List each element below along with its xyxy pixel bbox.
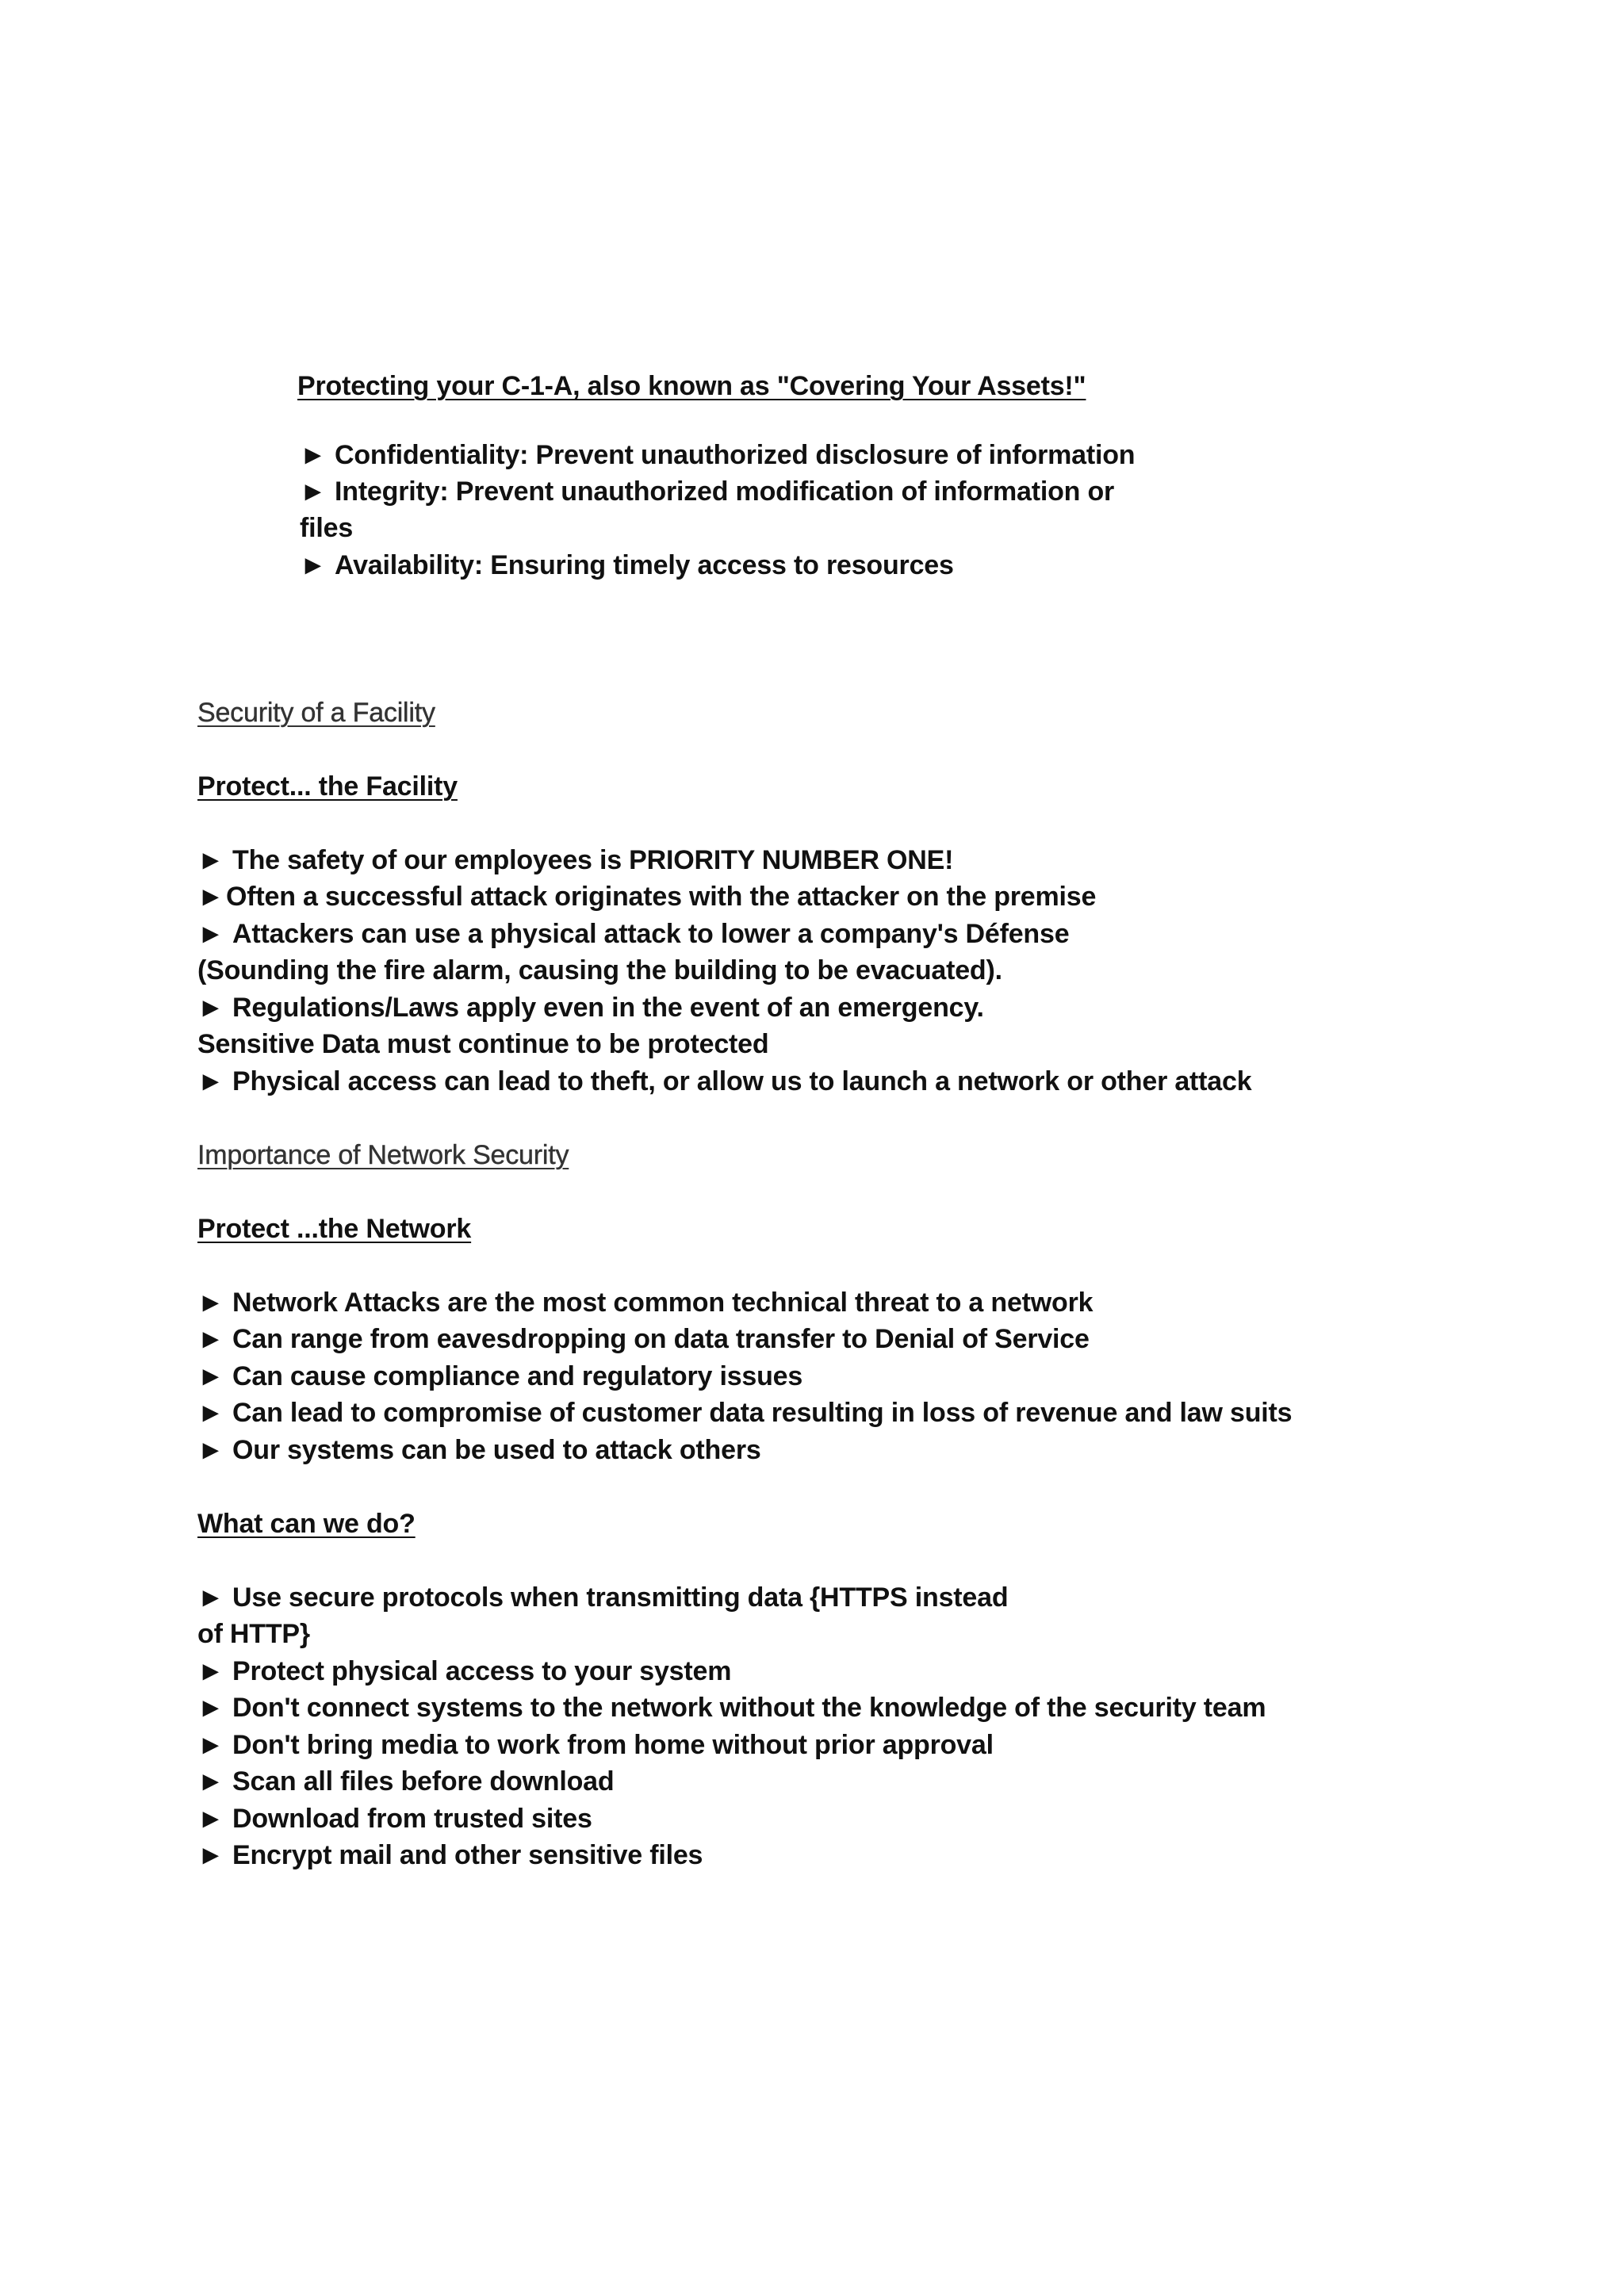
network-line-text: Can cause compliance and regulatory issues: [232, 1361, 803, 1391]
facility-line-6: Sensitive Data must continue to be protected: [197, 1029, 769, 1059]
bullet-arrow-icon: ►: [197, 993, 224, 1023]
actions-line-5: [197, 1763, 614, 1800]
actions-line-text: Don't bring media to work from home without prior approval: [232, 1730, 994, 1760]
facility-section-title: Security of a Facility: [197, 698, 435, 728]
bullet-arrow-icon: ►: [197, 1766, 224, 1797]
actions-line-7: [197, 1837, 703, 1873]
bullet-arrow-icon: ►: [300, 476, 327, 507]
network-line-text: Can range from eavesdropping on data transfer to Denial of Service: [232, 1324, 1090, 1354]
network-line-text: Network Attacks are the most common technical threat to a network: [232, 1288, 1094, 1318]
facility-line-text: Often a successful attack originates with the attacker on the premise: [226, 882, 1097, 912]
facility-line-5: [197, 989, 984, 1026]
bullet-arrow-icon: ►: [197, 1066, 224, 1096]
actions-line-6: [197, 1800, 592, 1837]
network-line-1: [197, 1284, 1093, 1321]
actions-line-1-continued: of HTTP}: [197, 1619, 310, 1649]
facility-line-text: Regulations/Laws apply even in the event of an emergency.: [232, 993, 984, 1023]
network-line-4: [197, 1395, 1292, 1431]
cia-item-text: Integrity: Prevent unauthorized modification of information or: [335, 476, 1115, 507]
bullet-arrow-icon: ►: [197, 1730, 224, 1760]
bullet-arrow-icon: ►: [197, 919, 224, 949]
facility-line-7: [197, 1063, 1251, 1100]
cia-item-integrity-continued: files: [300, 513, 354, 543]
facility-line-text: Attackers can use a physical attack to lower a company's Défense: [232, 919, 1070, 949]
actions-line-3: [197, 1689, 1266, 1726]
bullet-arrow-icon: ►: [197, 1804, 224, 1834]
network-line-3: [197, 1358, 802, 1395]
bullet-arrow-icon: ►: [197, 1656, 224, 1686]
actions-line-text: Protect physical access to your system: [232, 1656, 732, 1686]
facility-line-text: The safety of our employees is PRIORITY NUMBER ONE!: [232, 845, 954, 875]
bullet-arrow-icon: ►: [197, 1324, 224, 1354]
network-section-title: Importance of Network Security: [197, 1140, 569, 1170]
actions-line-text: Use secure protocols when transmitting data {HTTPS instead: [232, 1582, 1009, 1613]
bullet-arrow-icon: ►: [197, 1582, 224, 1613]
bullet-arrow-icon: ►: [197, 1288, 224, 1318]
actions-line-4: [197, 1727, 994, 1763]
actions-line-2: [197, 1653, 731, 1689]
cia-item-text: Availability: Ensuring timely access to resources: [335, 550, 954, 580]
actions-line-text: Scan all files before download: [232, 1766, 615, 1797]
network-line-text: Can lead to compromise of customer data resulting in loss of revenue and law suits: [232, 1398, 1293, 1428]
actions-line-text: Download from trusted sites: [232, 1804, 592, 1834]
bullet-arrow-icon: ►: [197, 882, 224, 912]
bullet-arrow-icon: ►: [197, 1361, 224, 1391]
facility-line-4: (Sounding the fire alarm, causing the building to be evacuated).: [197, 955, 1002, 985]
facility-line-2: [197, 878, 1096, 915]
bullet-arrow-icon: ►: [197, 1840, 224, 1870]
cia-item-integrity: [300, 473, 1114, 510]
bullet-arrow-icon: ►: [197, 1435, 224, 1465]
network-line-2: [197, 1321, 1090, 1357]
facility-subtitle: Protect... the Facility: [197, 771, 458, 802]
facility-line-text: Physical access can lead to theft, or allow us to launch a network or other attack: [232, 1066, 1252, 1096]
bullet-arrow-icon: ►: [197, 1693, 224, 1723]
facility-line-3: [197, 916, 1069, 952]
actions-line-text: Don't connect systems to the network without the knowledge of the security team: [232, 1693, 1266, 1723]
network-subtitle: Protect ...the Network: [197, 1214, 472, 1244]
facility-line-1: [197, 842, 953, 878]
cia-title: Protecting your C-1-A, also known as "Covering Your Assets!": [297, 371, 1086, 401]
actions-line-1: [197, 1579, 1008, 1616]
actions-line-text: Encrypt mail and other sensitive files: [232, 1840, 703, 1870]
network-line-5: [197, 1432, 761, 1468]
bullet-arrow-icon: ►: [300, 550, 327, 580]
actions-subtitle: What can we do?: [197, 1509, 416, 1539]
bullet-arrow-icon: ►: [197, 1398, 224, 1428]
cia-item-availability: [300, 547, 954, 584]
bullet-arrow-icon: ►: [300, 440, 327, 470]
bullet-arrow-icon: ►: [197, 845, 224, 875]
cia-item-text: Confidentiality: Prevent unauthorized disclosure of information: [335, 440, 1136, 470]
network-line-text: Our systems can be used to attack others: [232, 1435, 761, 1465]
cia-item-confidentiality: [300, 437, 1135, 473]
